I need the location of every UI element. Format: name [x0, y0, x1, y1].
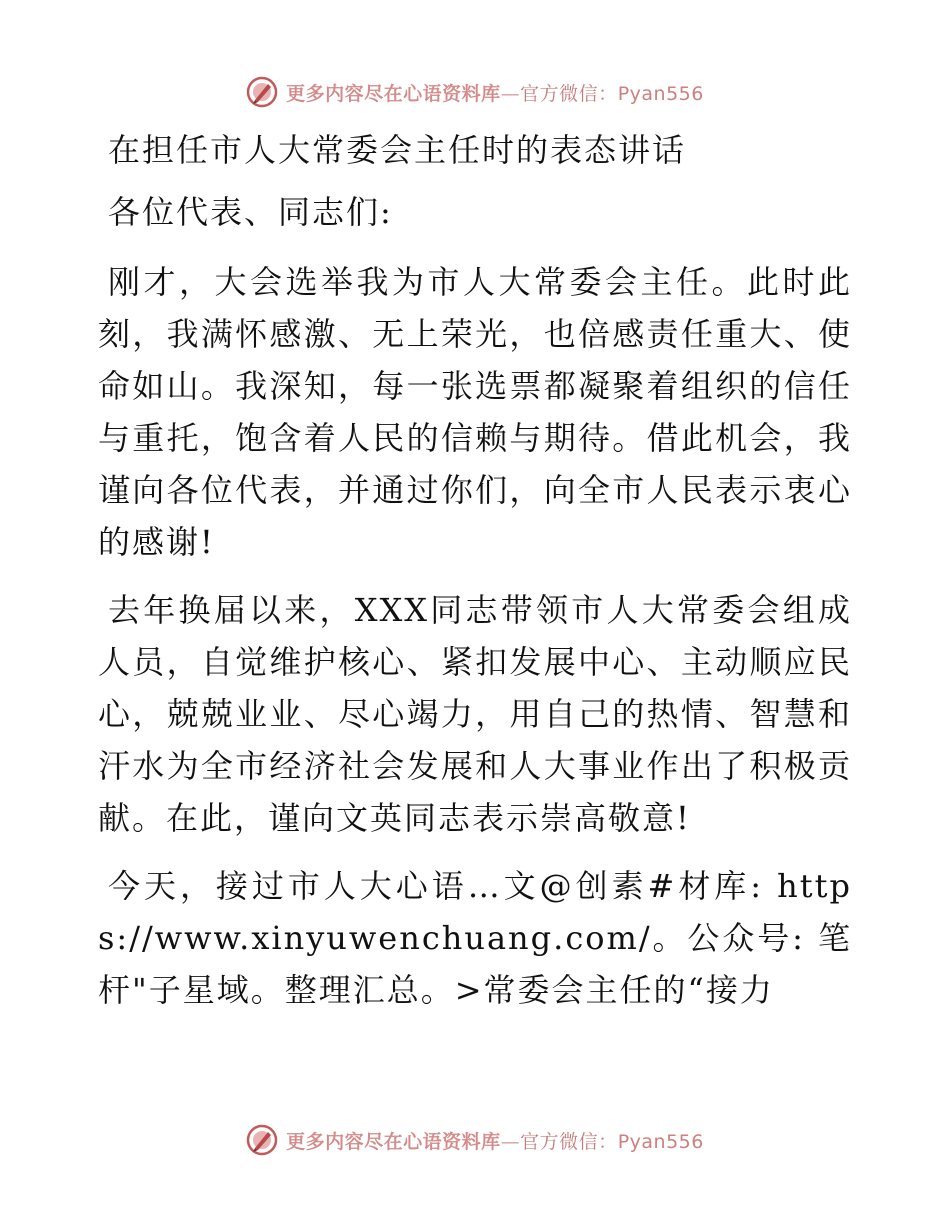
document-title: 在担任市人大常委会主任时的表态讲话: [108, 131, 687, 169]
watermark-separator: —: [500, 82, 521, 105]
quill-pen-logo-icon: [246, 76, 278, 108]
watermark-main-text: 更多内容尽在心语资料库: [286, 82, 501, 105]
watermark-wechat-id: Pyan556: [617, 1130, 704, 1153]
paragraph: 刚才，大会选举我为市人大常委会主任。此时此刻，我满怀感激、无上荣光，也倍感责任重大、使命如山。我深知，每一张选票都凝聚着组织的信任与重托，饱含着人民的信赖与期待。借此机会，我谨向各位代表，并通过你们，向全市人民表示衷心的感谢!: [98, 263, 852, 561]
footer-watermark: [0, 1120, 950, 1160]
document-greeting: 各位代表、同志们:: [108, 193, 393, 231]
watermark-wechat-label: 官方微信：: [520, 82, 618, 105]
watermark-wechat-id: Pyan556: [617, 82, 704, 105]
quill-pen-logo-icon: [246, 1124, 278, 1156]
watermark-main-text: 更多内容尽在心语资料库: [286, 1130, 501, 1153]
paragraph: 去年换届以来，XXX同志带领市人大常委会组成人员，自觉维护核心、紧扣发展中心、主动顺应民心，兢兢业业、尽心竭力，用自己的热情、智慧和汗水为全市经济社会发展和人大事业作出了积极贡献。在此，谨向文英同志表示崇高敬意!: [98, 591, 852, 837]
document-body: [98, 124, 852, 1032]
watermark-wechat-label: 官方微信：: [520, 1130, 618, 1153]
watermark-separator: —: [500, 1130, 521, 1153]
header-watermark: [0, 72, 950, 112]
paragraph: 今天，接过市人大心语…文@创素#材库: https://www.xinyuwenchuang.com/。公众号: 笔杆"子星域。整理汇总。>常委会主任的“接力: [98, 867, 852, 1009]
